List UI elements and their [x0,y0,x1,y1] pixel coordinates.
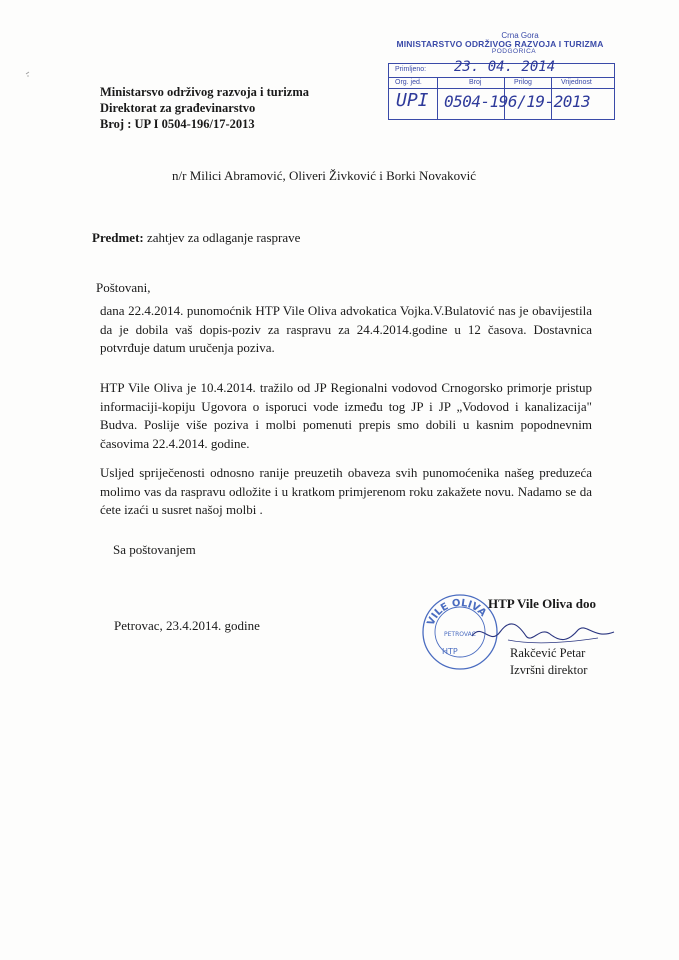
directorate-name: Direktorat za građevinarstvo [100,101,256,115]
seal-htp: HTP [442,647,458,656]
signatory-block [510,645,587,679]
stamp-col-vrijednost: Vrijednost [561,79,592,86]
stamp-col-broj: Broj [469,79,482,86]
closing: Sa poštovanjem [113,542,196,557]
signature-company: HTP Vile Oliva doo [488,596,596,611]
stamp-col-prilog: Prilog [514,79,532,86]
stamp-ministry: MINISTARSTVO ODRŽIVOG RAZVOJA I TURIZMA [396,39,604,50]
stamp-col-org: Org. jed. [395,79,422,86]
ministry-name: Ministarsvo održivog razvoja i turizma [100,85,309,99]
stamp-received-label: Primljeno: [395,66,427,73]
paragraph-2: HTP Vile Oliva je 10.4.2014. tražilo od JP Regionalni vodovod Crnogorsko primorje pristup informaciji-kopiju Ugovora o isporuci vode između tog JP i JP „Vodovod i kanalizacija" Budva. Poslije više poziva i molbi pomenuti prepis smo dobili u kasnim popodnevnim časovima 22.4.2014. godine. [100,380,592,451]
subject-line [92,228,300,247]
handwritten-signature [468,618,618,648]
subject-text: zahtjev za odlaganje rasprave [146,230,301,245]
recipient-line: n/r Milici Abramović, Oliveri Živković i Borki Novaković [172,168,477,183]
seal-city: PETROVAC [444,631,476,638]
stamp-divider [437,77,438,119]
seal-name: VILE OLIVA [425,597,489,628]
signatory-name: Rakčević Petar [510,646,586,660]
reference-number: Broj : UP I 0504-196/17-2013 [100,117,255,131]
paragraph-1: dana 22.4.2014. punomoćnik HTP Vile Oliva advokatica Vojka.V.Bulatović nas je obavijestila da je dobila vaš dopis-poziv za raspravu za 24.4.2014.godine u 12 časova. Dostavnica potvrđuje datum uručenja poziva. [100,303,592,355]
signatory-title: Izvršni direktor [510,663,588,677]
registry-stamp-header [385,32,615,56]
addressee-block [100,84,309,132]
stamp-city: PODGORICA [491,48,537,56]
scan-marks [22,60,42,80]
place-date: Petrovac, 23.4.2014. godine [114,618,260,633]
greeting: Poštovani, [96,280,151,295]
stamp-country: Crna Gora [501,31,539,40]
stamp-org-value: UPI [396,90,429,111]
stamp-received-date: 23. 04. 2014 [454,59,556,75]
stamp-broj-value: 0504-196/19-2013 [444,92,591,111]
subject-label: Predmet: [92,230,144,245]
paragraph-3: Usljed spriječenosti odnosno ranije preuzetih obaveza svih punomoćenika našeg preduzeća molimo vas da raspravu odložite i u kratkom primjerenom roku zakažete novu. Nadamo se da ćete izaći u susret našoj molbi . [100,465,592,517]
